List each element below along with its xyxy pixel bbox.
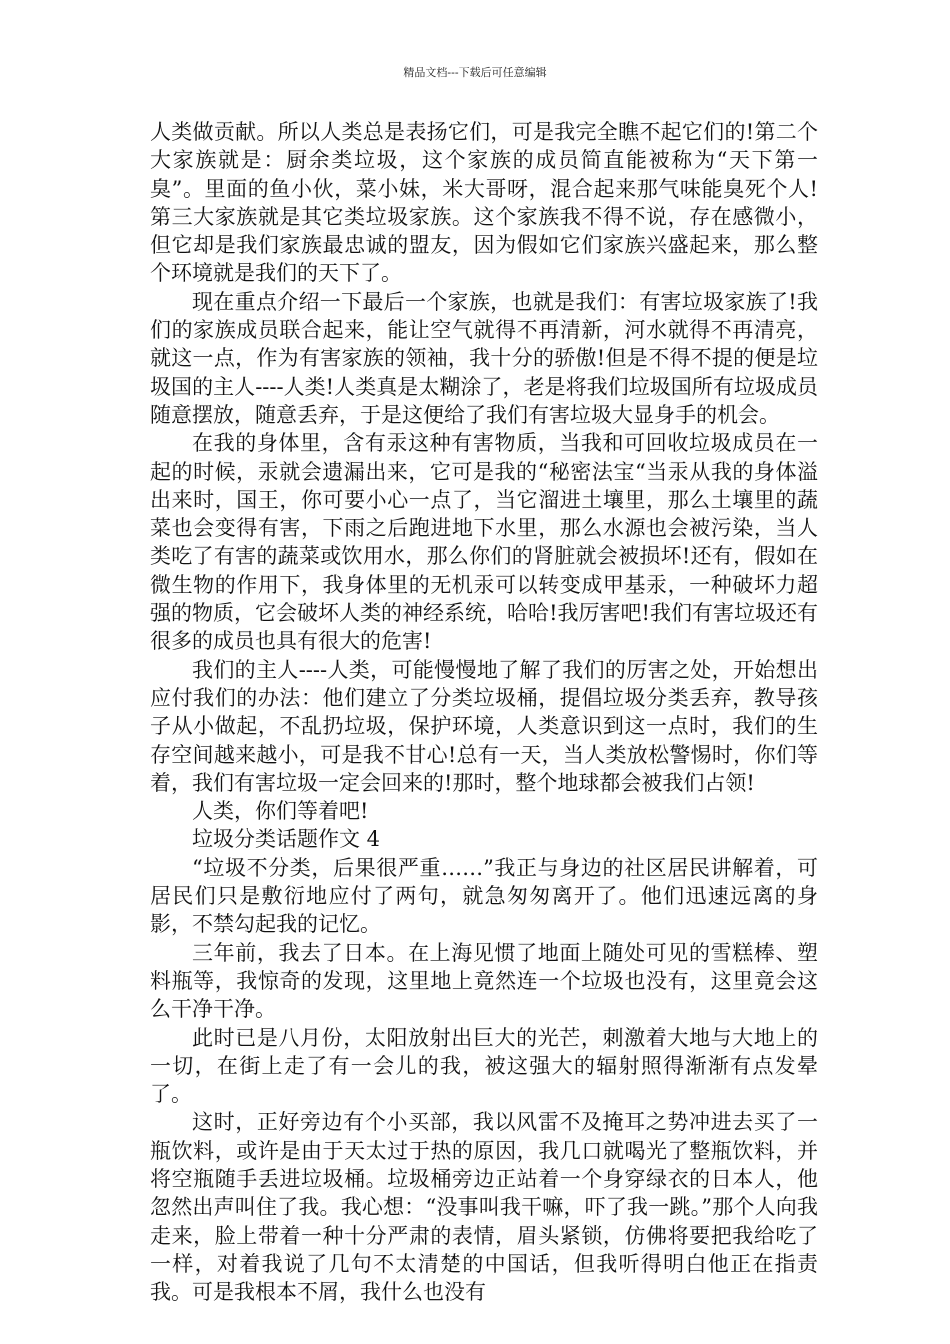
paragraph-9: 这时，正好旁边有个小买部，我以风雷不及掩耳之势冲进去买了一瓶饮料，或许是由于天太过于热的原因，我几口就喝光了整瓶饮料，并将空瓶随手丢进垃圾桶。垃圾桶旁边正站着一个身穿绿衣的日本人，他忽然出声叫住了我。我心想：“没事叫我干嘛，吓了我一跳。”那个人向我走来，脸上带着一种十分严肃的表情，眉头紧锁，仿佛将要把我给吃了一样，对着我说了几句不太清楚的中国话，但我听得明白他正在指责我。可是我根本不屑，我什么也没有 <box>150 1110 818 1305</box>
section-heading: 垃圾分类话题作文 4 <box>192 827 381 852</box>
paragraph-1: 人类做贡献。所以人类总是表扬它们，可是我完全瞧不起它们的!第二个大家族就是：厨余类垃圾，这个家族的成员简直能被称为“天下第一臭”。里面的鱼小伙，菜小妹，米大哥呀，混合起来那气味能臭死个人!第三大家族就是其它类垃圾家族。这个家族我不得不说，存在感微小，但它却是我们家族最忠诚的盟友，因为假如它们家族兴盛起来，那么整个环境就是我们的天下了。 <box>150 120 818 286</box>
document-body <box>150 118 818 1306</box>
paragraph-5: 人类，你们等着吧! <box>192 799 369 824</box>
paragraph-2: 现在重点介绍一下最后一个家族，也就是我们：有害垃圾家族了!我们的家族成员联合起来，能让空气就得不再清新，河水就得不再清亮，就这一点，作为有害家族的领袖，我十分的骄傲!但是不得不提的便是垃圾国的主人----人类!人类真是太糊涂了，老是将我们垃圾国所有垃圾成员随意摆放，随意丢弃，于是这便给了我们有害垃圾大显身手的机会。 <box>150 289 818 427</box>
paragraph-7: 三年前，我去了日本。在上海见惯了地面上随处可见的雪糕棒、塑料瓶等，我惊奇的发现，这里地上竟然连一个垃圾也没有，这里竟会这么干净干净。 <box>150 940 818 1022</box>
paragraph-8: 此时已是八月份，太阳放射出巨大的光芒，刺激着大地与大地上的一切，在街上走了有一会儿的我，被这强大的辐射照得渐渐有点发晕了。 <box>150 1025 818 1107</box>
paragraph-4: 我们的主人----人类，可能慢慢地了解了我们的厉害之处，开始想出应付我们的办法：他们建立了分类垃圾桶，提倡垃圾分类丢弃，教导孩子从小做起，不乱扔垃圾，保护环境，人类意识到这一点时，我们的生存空间越来越小，可是我不甘心!总有一天，当人类放松警惕时，你们等着，我们有害垃圾一定会回来的!那时，整个地球都会被我们占领! <box>150 657 818 795</box>
page-header: 精品文档---下载后可任意编辑 <box>403 66 547 79</box>
paragraph-3: 在我的身体里，含有汞这种有害物质，当我和可回收垃圾成员在一起的时候，汞就会遗漏出来，它可是我的“秘密法宝“当汞从我的身体溢出来时，国王，你可要小心一点了，当它溜进土壤里，那么土壤里的蔬菜也会变得有害，下雨之后跑进地下水里，那么水源也会被污染，当人类吃了有害的蔬菜或饮用水，那么你们的肾脏就会被损坏!还有，假如在微生物的作用下，我身体里的无机汞可以转变成甲基汞，一种破坏力超强的物质，它会破坏人类的神经系统，哈哈!我厉害吧!我们有害垃圾还有很多的成员也具有很大的危害! <box>150 431 818 654</box>
paragraph-6: “垃圾不分类，后果很严重……”我正与身边的社区居民讲解着，可居民们只是敷衍地应付了两句，就急匆匆离开了。他们迅速远离的身影，不禁勾起我的记忆。 <box>150 855 818 937</box>
